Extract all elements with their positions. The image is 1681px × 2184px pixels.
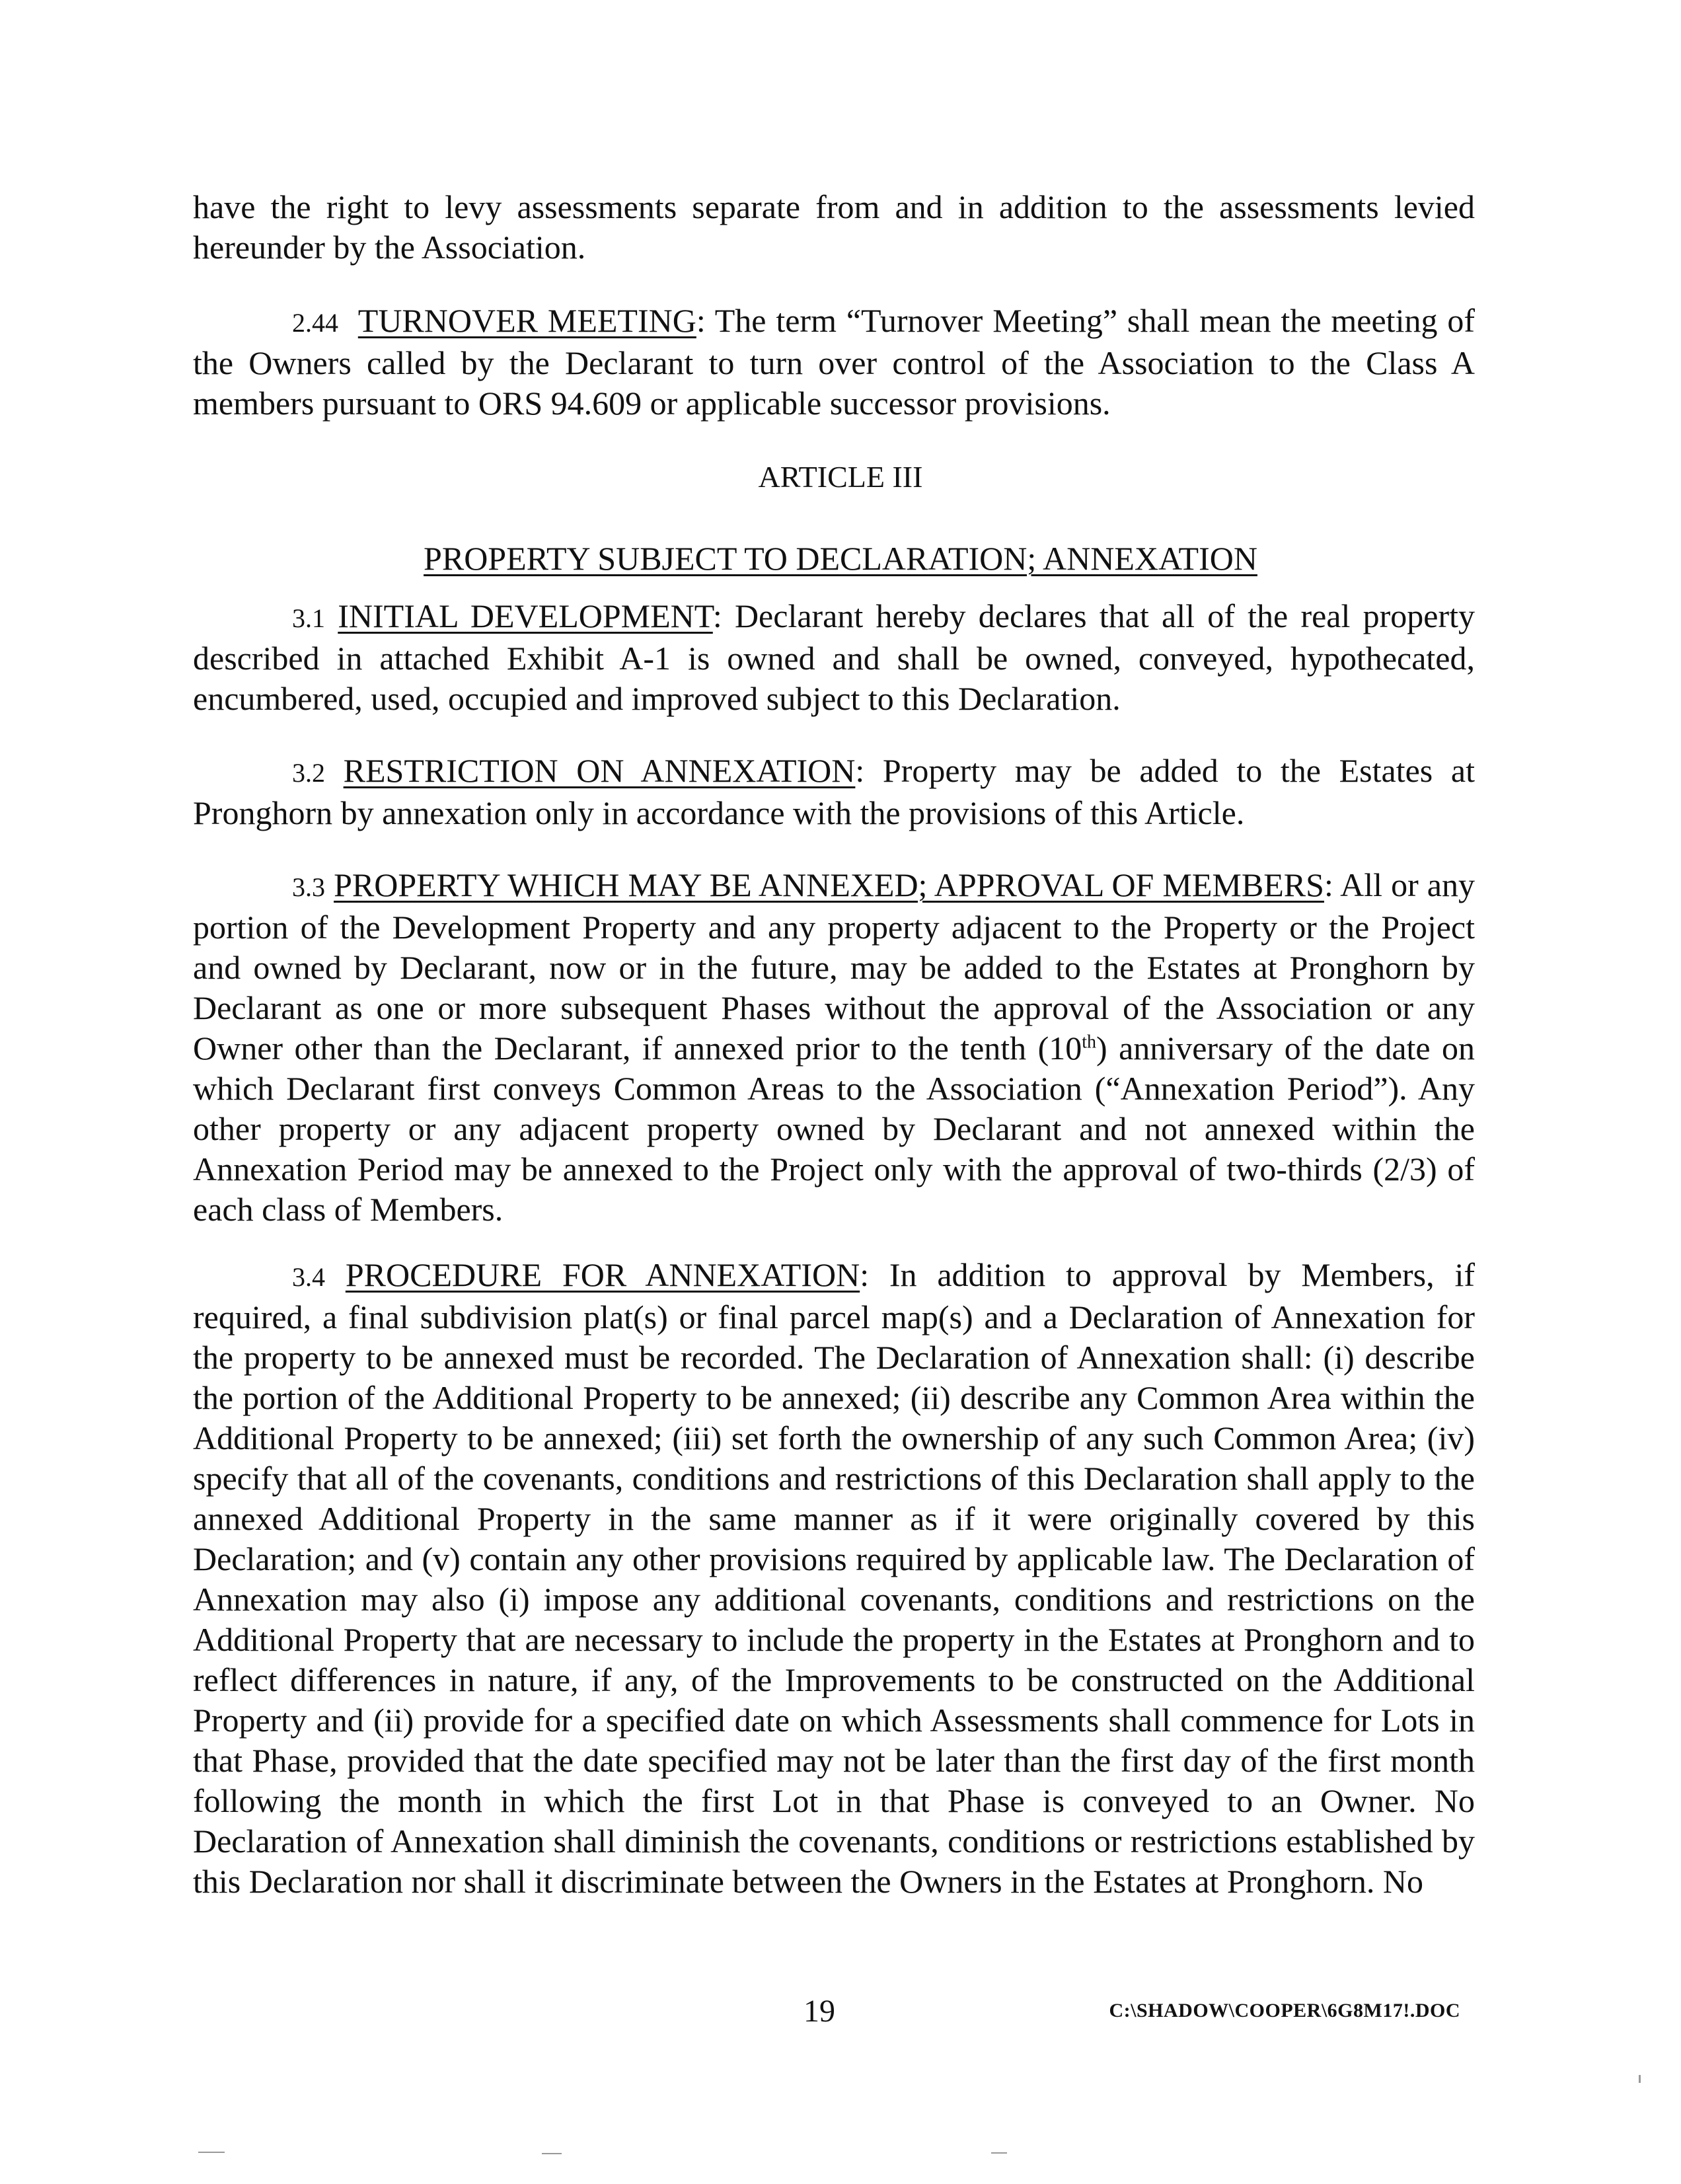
section-body: : In addition to approval by Members, if required, a final subdivision plat(s) or final parcel map(s) and a Declaration of Annexation for the property to be annexed must be recorded. The Declaration of Annexation shall: (i) describe the portion of the Additional Property to be annexed; (ii) describe any Common Area within the Additional Property to be annexed; (iii) set forth the ownership of any such Common Area; (iv) specify that all of the covenants, conditions and restrictions of this Declaration shall apply to the annexed Additional Property in the same manner as if it were originally covered by this Declaration; and (v) contain any other provisions required by applicable law. The Declaration of Annexation may also (i) impose any additional covenants, conditions and restrictions on the Additional Property that are necessary to include the property in the Estates at Pronghorn and to reflect differences in nature, if any, of the Improvements to be constructed on the Additional Property and (ii) provide for a specified date on which Assessments shall commence for Lots in that Phase, provided that the date specified may not be later than the first day of the first month following the month in which the first Lot in that Phase is conveyed to an Owner. No Declaration of Annexation shall diminish the covenants, conditions or restrictions established by this Declaration nor shall it discriminate between the Owners in the Estates at Pronghorn. No — [193, 1256, 1475, 1900]
section-3-1 — [193, 596, 1475, 719]
section-heading: PROPERTY WHICH MAY BE ANNEXED; APPROVAL OF MEMBERS — [334, 866, 1324, 903]
section-number: 3.1 — [292, 603, 325, 633]
section-heading: PROCEDURE FOR ANNEXATION — [345, 1256, 860, 1293]
superscript: th — [1082, 1032, 1097, 1053]
section-number: 3.4 — [292, 1262, 325, 1292]
scan-artifact — [198, 2152, 225, 2153]
section-number: 3.2 — [292, 758, 325, 788]
article-title: ARTICLE III — [758, 460, 923, 494]
section-body-part1: : All or any portion of the Development Property and any property adjacent to the Property or the Project and owned by Declarant, now or in the future, may be added to the Estates at Pronghorn by Declarant as one or more subsequent Phases without the approval of the Association or any Owner other than the Declarant, if annexed prior to the tenth (10 — [193, 866, 1475, 1067]
section-heading: TURNOVER MEETING — [357, 302, 696, 339]
section-heading: INITIAL DEVELOPMENT — [338, 597, 713, 634]
section-body: : Declarant hereby declares that all of the real property described in attached Exhibit A-1 is owned and shall be owned, conveyed, hypothecated, encumbered, used, occupied and improved subject to this Declaration. — [193, 597, 1475, 717]
page-number: 19 — [803, 1994, 835, 2029]
article-heading — [0, 539, 1681, 578]
article-heading-text: PROPERTY SUBJECT TO DECLARATION; ANNEXATION — [424, 540, 1257, 577]
scan-artifact — [991, 2152, 1007, 2154]
carryover-text: have the right to levy assessments separate from and in addition to the assessments levied hereunder by the Association. — [193, 188, 1475, 266]
file-path: C:\SHADOW\COOPER\6G8M17!.DOC — [1109, 2000, 1460, 2021]
section-2-44 — [193, 301, 1475, 424]
section-number: 2.44 — [292, 308, 338, 338]
section-body: : Property may be added to the Estates at Pronghorn by annexation only in accordance with the provisions of this Article. — [193, 752, 1475, 831]
scan-artifact — [542, 2153, 562, 2154]
section-3-3 — [193, 865, 1475, 1230]
section-3-2 — [193, 751, 1475, 833]
section-heading: RESTRICTION ON ANNEXATION — [343, 752, 856, 789]
section-number: 3.3 — [292, 872, 325, 902]
carryover-paragraph — [193, 187, 1475, 268]
scan-artifact — [1639, 2075, 1641, 2083]
section-body-part2: ) anniversary of the date on which Declarant first conveys Common Areas to the Association (“Annexation Period”). Any other property or any adjacent property owned by Declarant and not annexed within the Annexation Period may be annexed to the Project only with the approval of two-thirds (2/3) of each class of Members. — [193, 1030, 1476, 1228]
section-3-4 — [193, 1255, 1475, 1902]
section-body: : The term “Turnover Meeting” shall mean the meeting of the Owners called by the Declarant to turn over control of the Association to the Class A members pursuant to ORS 94.609 or applicable successor provisions. — [193, 302, 1475, 422]
